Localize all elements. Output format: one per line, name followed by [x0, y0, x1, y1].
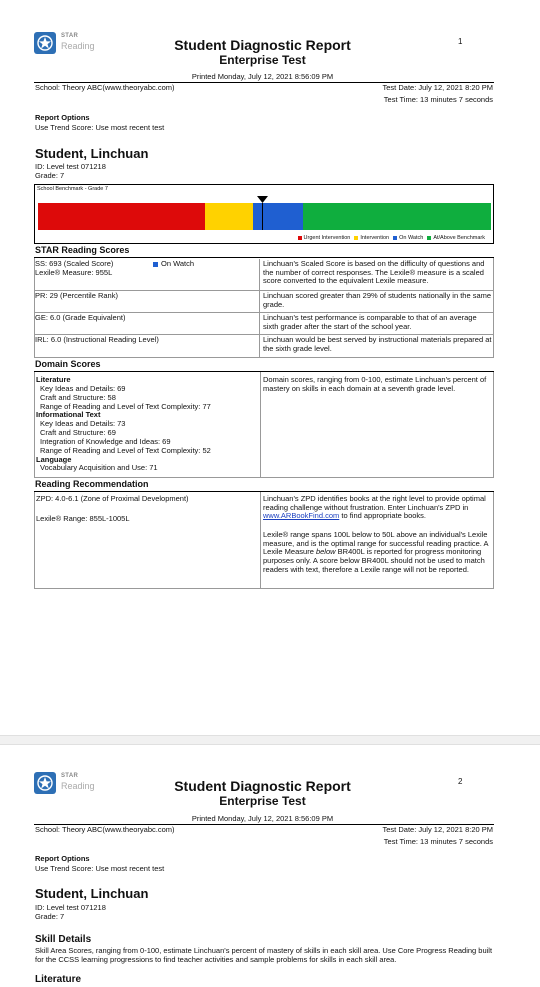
domain-group-title: Language	[36, 454, 72, 464]
logo-star-text: STAR	[61, 773, 79, 779]
student-name: Student, Linchuan	[35, 886, 149, 901]
report-title: Student Diagnostic Report	[174, 778, 351, 794]
report-options-label: Report Options	[35, 854, 90, 863]
legend-above: At/Above Benchmark	[427, 235, 485, 241]
test-date: Test Date: July 12, 2021 8:20 PM	[382, 83, 493, 92]
domain-item: Key Ideas and Details: 73	[40, 419, 126, 429]
instructional-reading-level: IRL: 6.0 (Instructional Reading Level)	[35, 335, 159, 344]
printed-timestamp: Printed Monday, July 12, 2021 8:56:09 PM	[191, 72, 334, 81]
page-number: 2	[458, 777, 463, 786]
page-break	[0, 735, 540, 745]
percentile-rank: PR: 29 (Percentile Rank)	[35, 291, 118, 300]
on-watch-icon	[153, 262, 158, 267]
domain-item: Range of Reading and Level of Text Complexity: 52	[40, 445, 211, 455]
benchmark-urgent-segment	[38, 203, 205, 230]
grade-equivalent: GE: 6.0 (Grade Equivalent)	[35, 313, 126, 322]
skill-details-text: Skill Area Scores, ranging from 0-100, estimate Linchuan's percent of mastery of skills in each skill area. Use Core Progress Reading built for the CCSS learning progressions to find teacher activities and sample problems for skills in each skill area.	[35, 946, 493, 964]
report-options-label: Report Options	[35, 113, 90, 122]
score-row-pr	[34, 291, 494, 313]
arbookfind-link[interactable]: www.ARBookFind.com	[263, 511, 340, 521]
score-row-ss	[34, 259, 494, 291]
benchmark-legend	[298, 235, 485, 241]
benchmark-above-segment	[303, 203, 491, 230]
student-grade: Grade: 7	[35, 171, 65, 180]
scaled-score: SS: 693 (Scaled Score)	[35, 259, 114, 268]
logo-star-text: STAR	[61, 33, 79, 39]
score-marker-line	[262, 203, 263, 230]
legend-on-watch: On Watch	[393, 235, 423, 241]
literature-heading: Literature	[35, 974, 82, 985]
domain-group-title: Informational Text	[36, 410, 101, 420]
logo-reading-text: Reading	[61, 41, 95, 51]
percentile-rank-note: Linchuan scored greater than 29% of students nationally in the same grade.	[263, 291, 492, 309]
student-id: ID: Level test 071218	[35, 903, 106, 912]
zpd-range: ZPD: 4.0-6.1 (Zone of Proximal Development)	[36, 494, 189, 503]
benchmark-intervention-segment	[205, 203, 253, 230]
logo-reading-text: Reading	[61, 781, 95, 791]
report-subtitle: Enterprise Test	[219, 794, 306, 808]
report-page-2	[0, 745, 540, 987]
student-grade: Grade: 7	[35, 912, 65, 921]
benchmark-title: School Benchmark - Grade 7	[37, 186, 108, 192]
zpd-note: Linchuan's ZPD identifies books at the right level to provide optimal reading challenge without frustration. Enter Linchuan's ZPD in www.ARBookFind.com to find appropriate books.	[263, 494, 486, 521]
printed-timestamp: Printed Monday, July 12, 2021 8:56:09 PM	[191, 814, 334, 823]
domain-note: Domain scores, ranging from 0-100, estimate Linchuan's percent of mastery on skills in each domain at a seventh grade level.	[263, 375, 487, 393]
benchmark-panel	[34, 184, 494, 244]
page-number: 1	[458, 37, 463, 46]
domain-item: Vocabulary Acquisition and Use: 71	[40, 463, 158, 473]
report-subtitle: Enterprise Test	[219, 53, 306, 67]
school-name: School: Theory ABC(www.theoryabc.com)	[35, 825, 175, 834]
lexile-note: Lexile® range spans 100L below to 50L above an individual's Lexile measure, and is the optimal range for successful reading practice. A Lexile Measure below BR400L is reported for progress monitoring purposes only. A score below BR400L should not be used to match readers with text, therefore a Lexile range will not be reported.	[263, 530, 489, 574]
scores-heading: STAR Reading Scores	[34, 245, 494, 258]
lexile-measure: Lexile® Measure: 955L	[35, 267, 113, 277]
test-date: Test Date: July 12, 2021 8:20 PM	[382, 825, 493, 834]
test-info	[368, 826, 493, 849]
legend-urgent: Urgent Intervention	[298, 235, 351, 241]
test-time: Test Time: 13 minutes 7 seconds	[383, 836, 493, 846]
benchmark-on-watch-segment	[253, 203, 303, 230]
report-options-value: Use Trend Score: Use most recent test	[35, 864, 165, 873]
lexile-range: Lexile® Range: 855L-1005L	[36, 514, 130, 523]
legend-intervention: Intervention	[354, 235, 389, 241]
domain-item: Craft and Structure: 69	[40, 428, 116, 438]
test-time: Test Time: 13 minutes 7 seconds	[383, 94, 493, 104]
student-name: Student, Linchuan	[35, 146, 149, 161]
domain-item: Key Ideas and Details: 69	[40, 383, 126, 393]
recommendation-heading: Reading Recommendation	[34, 479, 494, 492]
score-marker-icon	[257, 196, 268, 203]
report-options-value: Use Trend Score: Use most recent test	[35, 123, 165, 132]
grade-equivalent-note: Linchuan's test performance is comparable to that of an average sixth grader after the start of the school year.	[263, 313, 477, 331]
school-name: School: Theory ABC(www.theoryabc.com)	[35, 83, 175, 92]
student-id: ID: Level test 071218	[35, 162, 106, 171]
domain-item: Craft and Structure: 58	[40, 392, 116, 402]
test-info	[368, 84, 493, 107]
scaled-score-note: Linchuan's Scaled Score is based on the difficulty of questions and the number of correct responses. The Lexile® measure is a scaled score converted to the equivalent Lexile measure.	[263, 259, 485, 286]
domain-item: Range of Reading and Level of Text Complexity: 77	[40, 401, 211, 411]
score-row-irl	[34, 335, 494, 358]
domain-group-title: Literature	[36, 375, 71, 384]
domain-item: Integration of Knowledge and Ideas: 69	[40, 436, 171, 446]
instructional-reading-level-note: Linchuan would be best served by instructional materials prepared at the sixth grade level.	[263, 335, 492, 353]
skill-details-heading: Skill Details	[35, 934, 92, 945]
domain-list	[36, 376, 258, 473]
report-title: Student Diagnostic Report	[174, 37, 351, 53]
on-watch-badge: On Watch	[153, 260, 194, 269]
domain-heading: Domain Scores	[34, 359, 494, 372]
score-row-ge	[34, 313, 494, 335]
